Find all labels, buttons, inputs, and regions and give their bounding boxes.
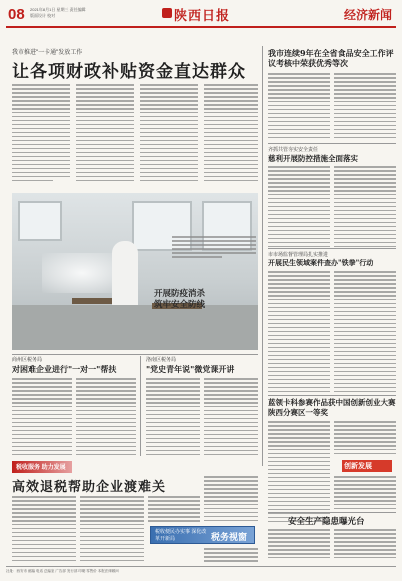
photo-title: 开展防疫消杀 筑牢安全防线 (154, 289, 206, 310)
bottom-banner-text: 税收服务 助力发展 (16, 465, 66, 471)
logo-icon (162, 8, 172, 18)
right-headline-4: 蓝领卡科参赛作品获中国创新创业大赛陕西分赛区一等奖 (268, 398, 396, 417)
right-body-4b (334, 421, 396, 459)
right-body-3b (334, 271, 396, 395)
lead-body-col-4 (204, 84, 258, 184)
lower-mid-headline: "党史青年说"微党课开讲 (146, 364, 235, 374)
red-ad-text: 创新发展 (344, 463, 372, 470)
page-footer: 社址：西安市 邮编 电话 总编室 广告部 发行部 印刷 零售价 本报法律顾问 (6, 566, 396, 574)
lower-left-body-a (12, 378, 72, 458)
bottom-body-e (204, 548, 258, 564)
right-body-5a (268, 529, 330, 561)
right-headline-2: 慈利开展防控措施全面落实 (268, 154, 358, 163)
right-headline-3: 开展民生领域案件查办"铁拳"行动 (268, 258, 374, 267)
right-body-4a (268, 421, 330, 525)
section-title: 经济新闻 (343, 8, 392, 22)
right-body-5b (334, 529, 396, 561)
lower-mid-body-b (204, 378, 258, 458)
right-headline-1: 我市连续9年在全省食品安全工作评议考核中荣获优秀等次 (268, 48, 394, 68)
right-body-2b (334, 166, 396, 250)
right-kicker-2: 齐抓共管夯实安全责任 (268, 147, 319, 153)
masthead-meta: 2021年8月1日 星期三 责任编辑 版面设计 校对 (30, 7, 86, 18)
tax-ad-text: 税收便民办实事 深化改革开新局 (155, 529, 207, 542)
lower-left-headline: 对困难企业进行"一对一"帮扶 (12, 364, 117, 374)
right-body-4c (334, 476, 396, 516)
right-kicker-3: 市市场监督管理局扎实推进 (268, 252, 329, 258)
lower-left-body-b (76, 378, 136, 458)
lead-body-col-2 (76, 84, 134, 184)
red-ad-tag (342, 460, 392, 472)
bottom-body-b (80, 496, 144, 564)
newspaper-logo: 陕西日报 (174, 9, 231, 24)
lower-mid-kicker: 洛南区税务局 (146, 357, 177, 363)
bottom-banner (12, 461, 200, 473)
photo-caption (172, 236, 256, 260)
bottom-body-c (148, 496, 200, 524)
lower-left-kicker: 商州区税务局 (12, 357, 43, 363)
lead-body-col-1 (12, 84, 70, 184)
right-body-3a (268, 271, 330, 395)
lower-mid-body-a (146, 378, 200, 458)
right-body-1a (268, 73, 330, 141)
masthead (6, 4, 396, 28)
tax-window-ad (150, 526, 255, 544)
disinfection-photo (12, 193, 258, 350)
tax-ad-title: 税务视窗 (211, 532, 248, 542)
lead-kicker: 我市推进"一卡通"发放工作 (12, 50, 83, 56)
right-body-1b (334, 73, 396, 141)
right-headline-5: 安全生产隐患曝光台 (288, 517, 365, 527)
bottom-headline: 高效退税帮助企业渡难关 (12, 480, 167, 495)
lead-headline: 让各项财政补贴资金直达群众 (12, 62, 246, 82)
page-number: 08 (8, 6, 25, 23)
right-body-2a (268, 166, 330, 250)
bottom-body-a (12, 496, 76, 564)
lead-body-col-3 (140, 84, 198, 184)
bottom-body-d (204, 476, 258, 524)
